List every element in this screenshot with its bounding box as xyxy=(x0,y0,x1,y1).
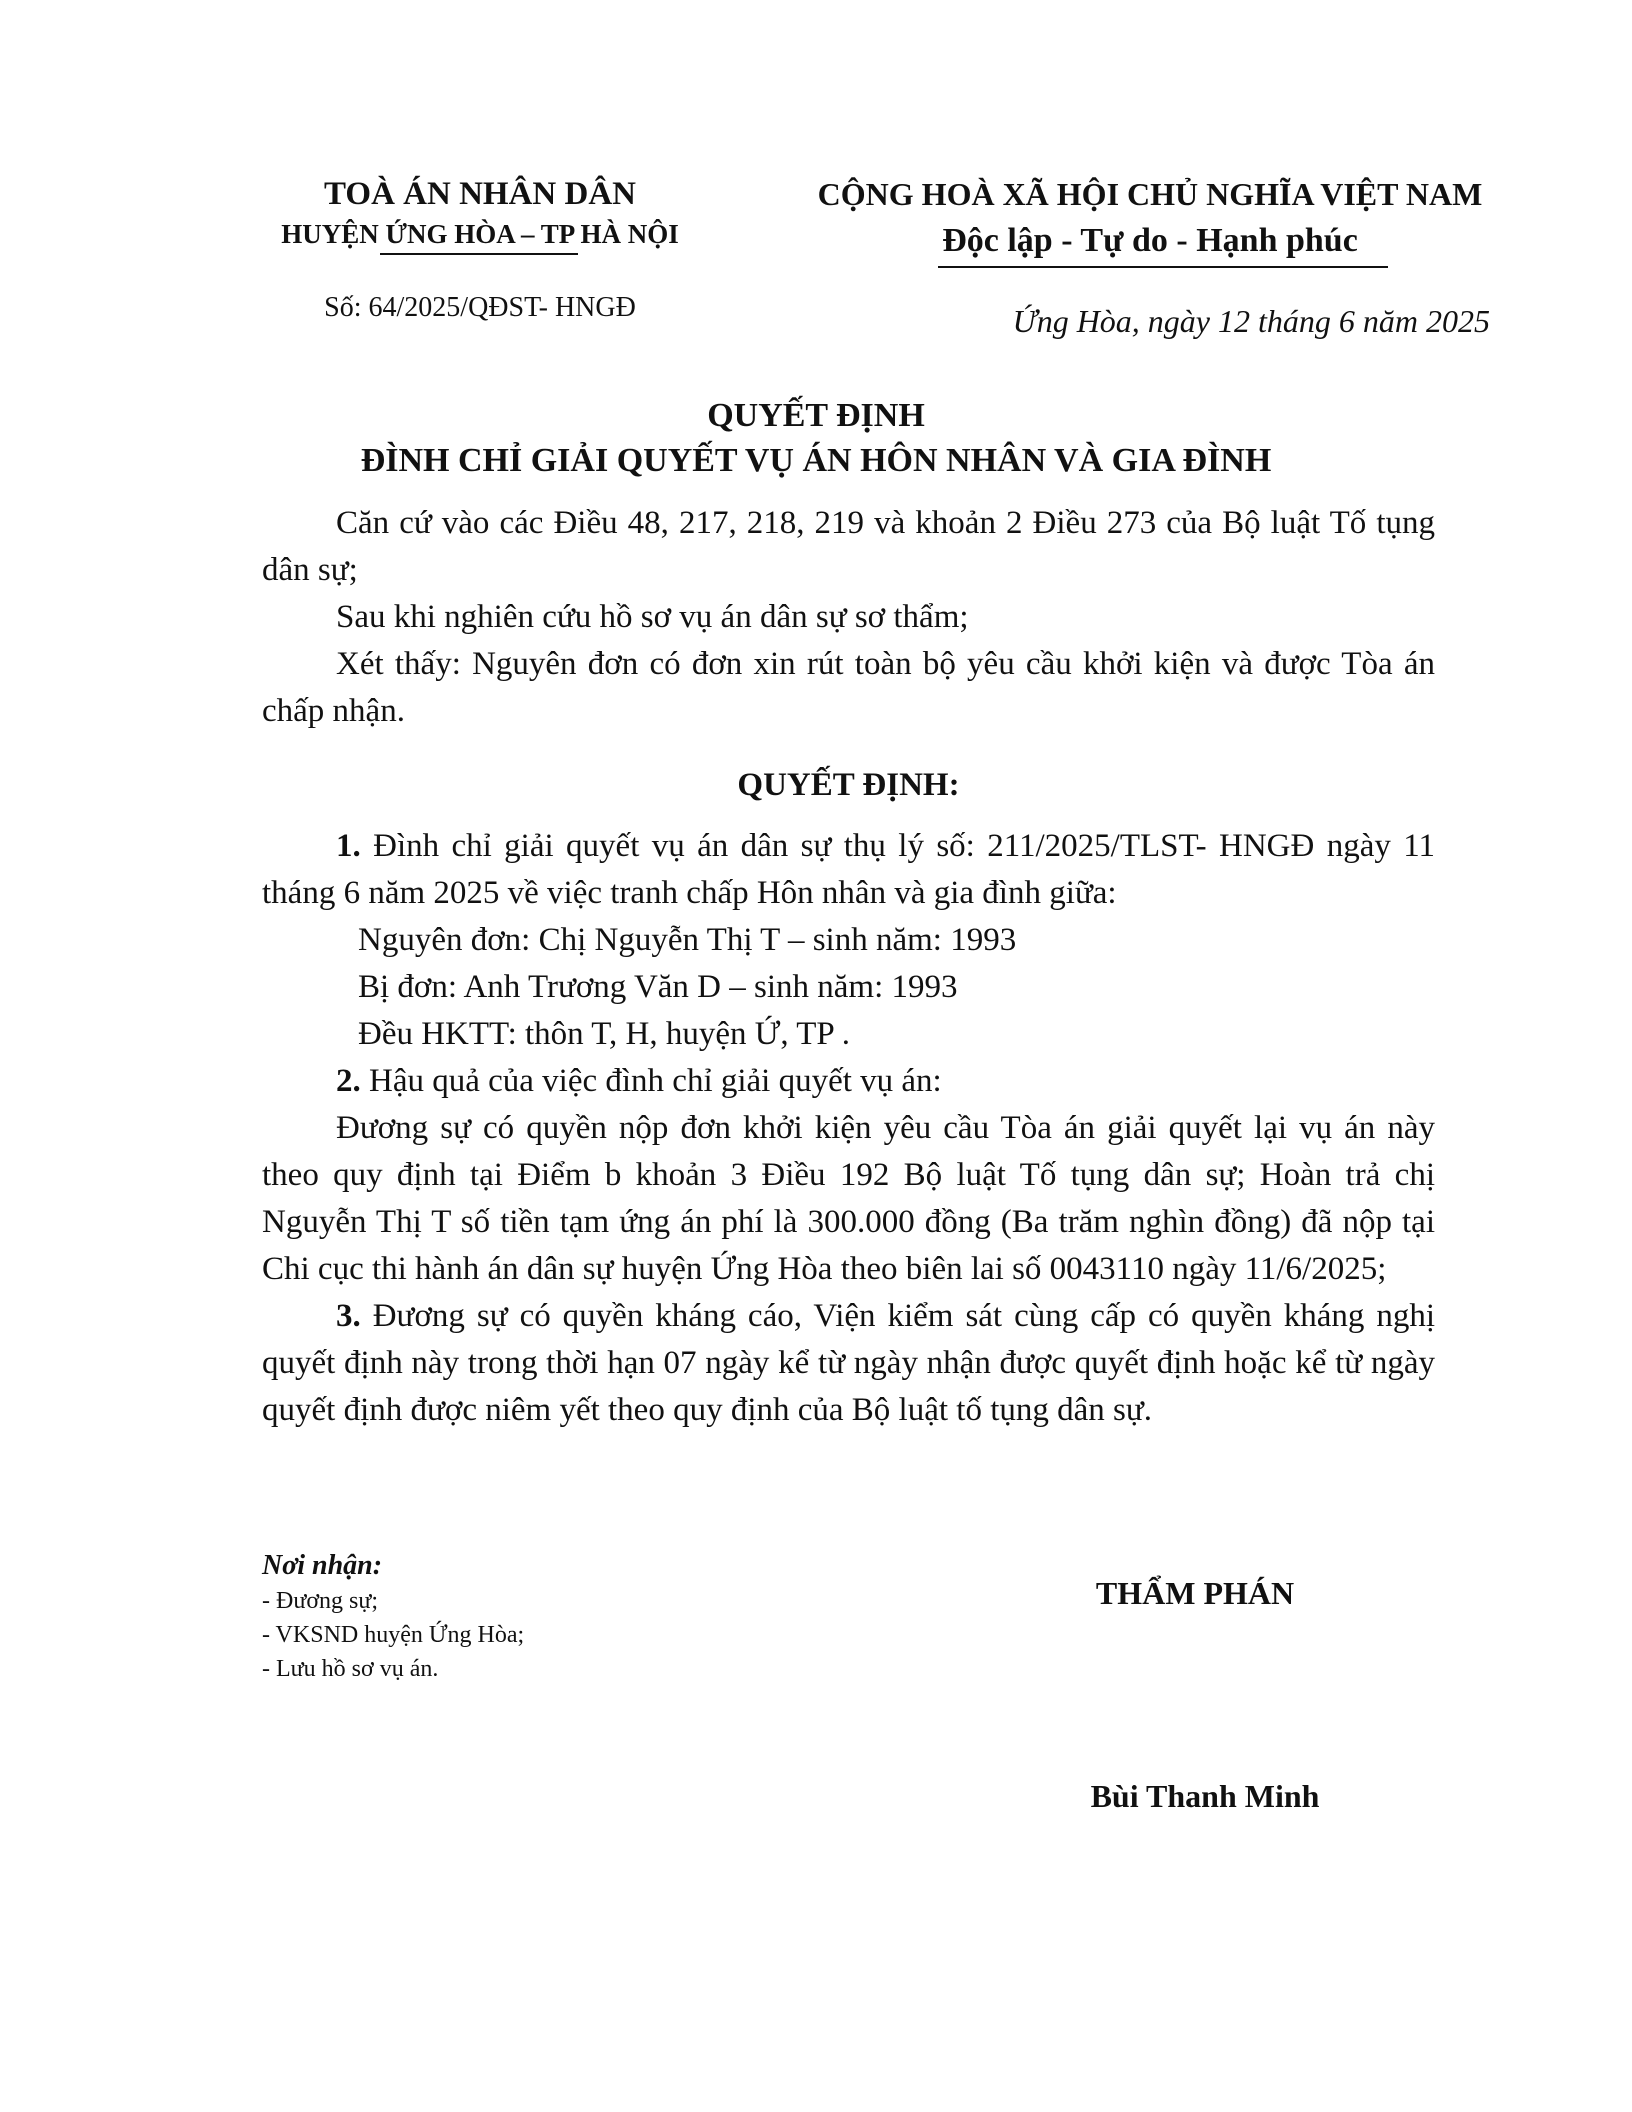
decision-item-2 xyxy=(262,1058,1435,1105)
item-3-text: Đương sự có quyền kháng cáo, Viện kiểm sát cùng cấp có quyền kháng nghị quyết định này trong thời hạn 07 ngày kể từ ngày nhận được quyết định hoặc kể từ ngày quyết định được niêm yết theo quy định của Bộ luật tố tụng dân sự. xyxy=(262,1298,1435,1428)
recipient-item: - Lưu hồ sơ vụ án. xyxy=(262,1656,439,1682)
court-location: HUYỆN ỨNG HÒA – TP HÀ NỘI xyxy=(281,219,679,249)
item-2-number: 2. xyxy=(336,1063,361,1099)
document-subtitle: ĐÌNH CHỈ GIẢI QUYẾT VỤ ÁN HÔN NHÂN VÀ GIA ĐÌNH xyxy=(360,442,1272,479)
plaintiff-line: Nguyên đơn: Chị Nguyễn Thị T – sinh năm: 1993 xyxy=(358,922,1017,958)
court-header xyxy=(240,172,720,252)
court-name: TOÀ ÁN NHÂN DÂN xyxy=(324,176,636,212)
recipients-block xyxy=(262,1548,822,1686)
document-title: QUYẾT ĐỊNH xyxy=(707,397,925,434)
recipient-item: - Đương sự; xyxy=(262,1588,379,1614)
item-3-number: 3. xyxy=(336,1298,361,1334)
signer-name: Bùi Thanh Minh xyxy=(1090,1778,1320,1814)
decision-item-1 xyxy=(262,823,1435,917)
signer-title: THẨM PHÁN xyxy=(1095,1575,1295,1611)
document-body xyxy=(262,500,1435,1434)
nation-motto: Độc lập - Tự do - Hạnh phúc xyxy=(942,222,1358,259)
residence-line: Đều HKTT: thôn T, H, huyện Ứ, TP . xyxy=(358,1016,851,1052)
item-2-paragraph: Đương sự có quyền nộp đơn khởi kiện yêu cầu Tòa án giải quyết lại vụ án này theo quy định tại Điểm b khoản 3 Điều 192 Bộ luật Tố tụng dân sự; Hoàn trả chị Nguyễn Thị T số tiền tạm ứng án phí là 300.000 đồng (Ba trăm nghìn đồng) đã nộp tại Chi cục thi hành án dân sự huyện Ứng Hòa theo biên lai số 0043110 ngày 11/6/2025; xyxy=(262,1110,1435,1287)
motto-underline xyxy=(938,266,1388,268)
document-number: Số: 64/2025/QĐST- HNGĐ xyxy=(324,292,636,323)
decision-item-3 xyxy=(262,1293,1435,1434)
recipient-item: - VKSND huyện Ứng Hòa; xyxy=(262,1622,525,1648)
nation-header xyxy=(800,172,1500,266)
recipients-title: Nơi nhận: xyxy=(262,1550,383,1581)
item-2-text: Hậu quả của việc đình chỉ giải quyết vụ án: xyxy=(360,1063,942,1099)
item-1-number: 1. xyxy=(336,828,361,864)
nation-name: CỘNG HOÀ XÃ HỘI CHỦ NGHĨA VIỆT NAM xyxy=(817,176,1483,212)
basis-paragraph-2: Sau khi nghiên cứu hồ sơ vụ án dân sự sơ thẩm; xyxy=(336,599,969,635)
court-underline xyxy=(380,253,578,255)
defendant-line: Bị đơn: Anh Trương Văn D – sinh năm: 1993 xyxy=(358,969,958,1005)
basis-paragraph-1: Căn cứ vào các Điều 48, 217, 218, 219 và khoản 2 Điều 273 của Bộ luật Tố tụng dân sự; xyxy=(262,505,1435,588)
decision-heading: QUYẾT ĐỊNH: xyxy=(737,767,960,803)
document-date: Ứng Hòa, ngày 12 tháng 6 năm 2025 xyxy=(1012,303,1490,339)
item-1-text: Đình chỉ giải quyết vụ án dân sự thụ lý số: 211/2025/TLST- HNGĐ ngày 11 tháng 6 năm 2025 về việc tranh chấp Hôn nhân và gia đình giữa: xyxy=(262,828,1435,911)
basis-paragraph-3: Xét thấy: Nguyên đơn có đơn xin rút toàn bộ yêu cầu khởi kiện và được Tòa án chấp nhận. xyxy=(262,646,1435,729)
